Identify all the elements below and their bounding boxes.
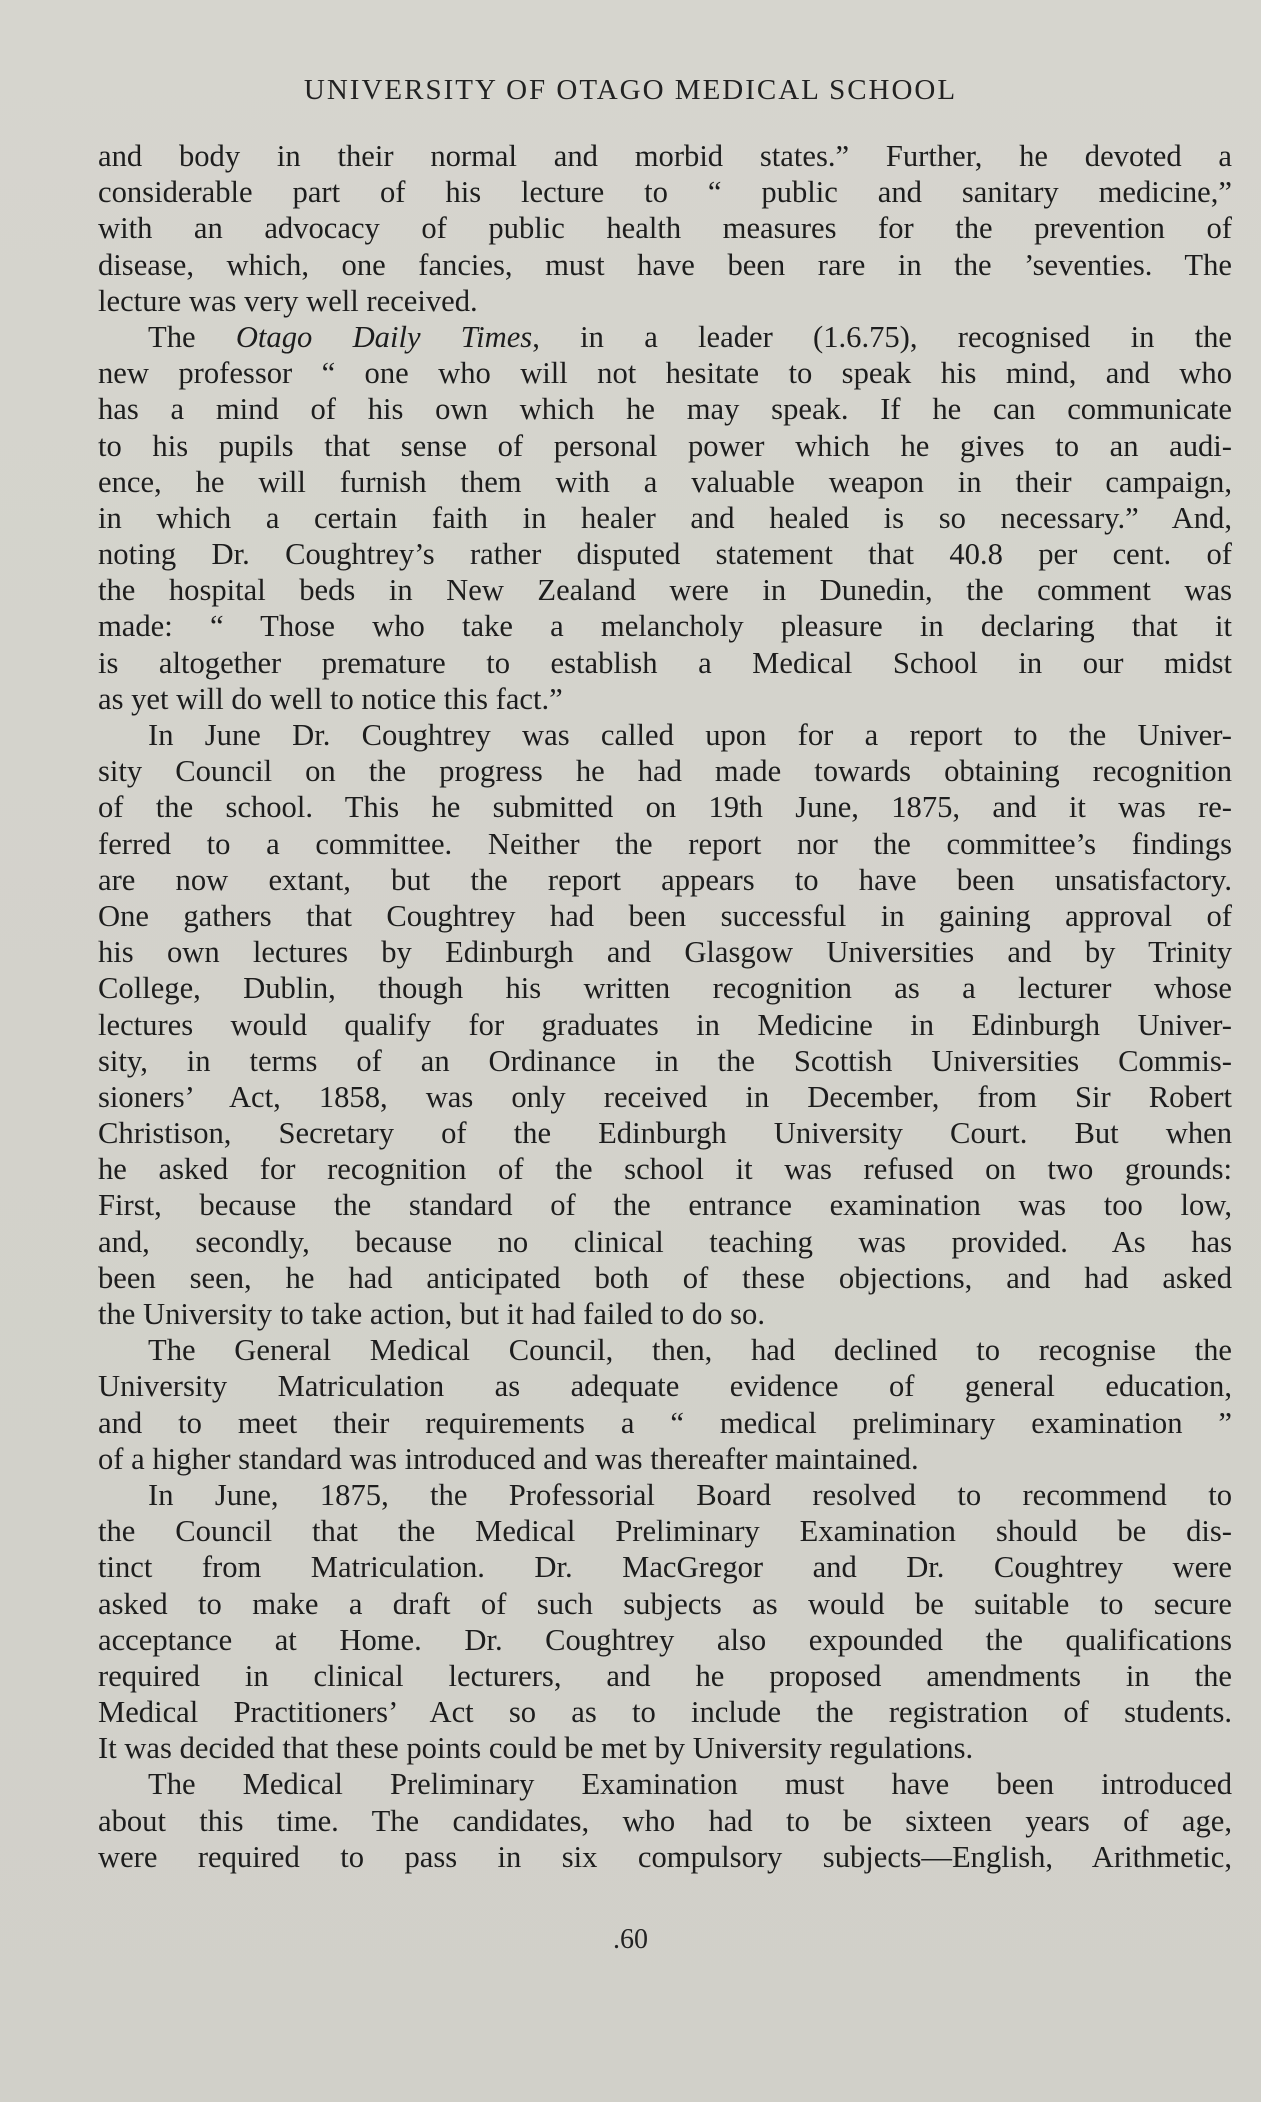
text-line: were required to pass in six compulsory subjects—English, Arithmetic,: [98, 1839, 1232, 1874]
text-line: lectures would qualify for graduates in Medicine in Edinburgh Univer-: [98, 1007, 1232, 1042]
newspaper-title: Otago Daily Times: [235, 319, 533, 354]
text-line: been seen, he had anticipated both of these objections, and had asked: [98, 1260, 1232, 1295]
text-line: The Medical Preliminary Examination must have been introduced: [148, 1767, 1232, 1802]
text-line: and, secondly, because no clinical teaching was provided. As has: [98, 1224, 1232, 1259]
text-line: the hospital beds in New Zealand were in Dunedin, the comment was: [98, 573, 1232, 608]
text-line: to his pupils that sense of personal power which he gives to an audi-: [98, 428, 1232, 463]
text-line: are now extant, but the report appears to have been unsatisfactory.: [98, 862, 1232, 897]
text-line: One gathers that Coughtrey had been successful in gaining approval of: [98, 898, 1232, 933]
text-line: Christison, Secretary of the Edinburgh University Court. But when: [98, 1116, 1232, 1151]
text-line: sioners’ Act, 1858, was only received in December, from Sir Robert: [98, 1079, 1232, 1114]
text-line: The Otago Daily Times, in a leader (1.6.75), recognised in the: [148, 319, 1233, 354]
text-line: of a higher standard was introduced and was thereafter maintained.: [98, 1441, 919, 1476]
page-number: .60: [613, 1924, 648, 1955]
text-line: In June Dr. Coughtrey was called upon for a report to the Univer-: [148, 718, 1232, 752]
text-line: new professor “ one who will not hesitate to speak his mind, and who: [98, 356, 1232, 391]
text-line: of the school. This he submitted on 19th June, 1875, and it was re-: [98, 790, 1232, 825]
text-line: First, because the standard of the entrance examination was too low,: [98, 1188, 1232, 1223]
text-line: lecture was very well received.: [98, 283, 478, 318]
text-line: tinct from Matriculation. Dr. MacGregor and Dr. Coughtrey were: [98, 1550, 1232, 1585]
body-text: [98, 138, 1232, 1875]
text-line: has a mind of his own which he may speak. If he can communicate: [98, 392, 1232, 427]
text-line: It was decided that these points could be met by University regulations.: [98, 1731, 974, 1766]
text-line: The General Medical Council, then, had declined to recognise the: [148, 1333, 1232, 1368]
text-line: University Matriculation as adequate evidence of general education,: [98, 1369, 1232, 1404]
text-line: considerable part of his lecture to “ public and sanitary medicine,”: [98, 175, 1232, 210]
text-line: he asked for recognition of the school it was refused on two grounds:: [98, 1152, 1232, 1187]
text-line: his own lectures by Edinburgh and Glasgow Universities and by Trinity: [98, 935, 1232, 970]
text-line: in which a certain faith in healer and healed is so necessary.” And,: [98, 500, 1232, 535]
text-line: required in clinical lecturers, and he proposed amendments in the: [98, 1658, 1232, 1693]
text-line: sity Council on the progress he had made towards obtaining recognition: [98, 754, 1232, 789]
text-line: about this time. The candidates, who had to be sixteen years of age,: [98, 1803, 1232, 1838]
text-line: made: “ Those who take a melancholy pleasure in declaring that it: [98, 609, 1232, 644]
running-head: UNIVERSITY OF OTAGO MEDICAL SCHOOL: [303, 74, 958, 106]
text-line: noting Dr. Coughtrey’s rather disputed statement that 40.8 per cent. of: [98, 537, 1232, 572]
text-line: acceptance at Home. Dr. Coughtrey also expounded the qualifications: [98, 1622, 1232, 1657]
text-line: In June, 1875, the Professorial Board resolved to recommend to: [148, 1477, 1232, 1512]
text-line: is altogether premature to establish a Medical School in our midst: [98, 645, 1232, 680]
text-line: with an advocacy of public health measures for the prevention of: [98, 211, 1232, 246]
text-line: the University to take action, but it had failed to do so.: [98, 1297, 765, 1331]
text-line: disease, which, one fancies, must have been rare in the ’seventies. The: [98, 247, 1232, 282]
text-line: ferred to a committee. Neither the report nor the committee’s findings: [98, 826, 1232, 861]
text-line: asked to make a draft of such subjects as would be suitable to secure: [98, 1586, 1232, 1621]
text-line: Medical Practitioners’ Act so as to include the registration of students.: [98, 1695, 1232, 1730]
text-line: College, Dublin, though his written recognition as a lecturer whose: [98, 971, 1232, 1006]
text-line: and to meet their requirements a “ medical preliminary examination ”: [98, 1405, 1232, 1440]
text-line: and body in their normal and morbid states.” Further, he devoted a: [98, 139, 1232, 173]
text-line: ence, he will furnish them with a valuable weapon in their campaign,: [98, 464, 1232, 499]
text-line: the Council that the Medical Preliminary Examination should be dis-: [98, 1514, 1232, 1549]
text-line: sity, in terms of an Ordinance in the Scottish Universities Commis-: [98, 1043, 1232, 1078]
text-line: as yet will do well to notice this fact.”: [98, 681, 563, 716]
